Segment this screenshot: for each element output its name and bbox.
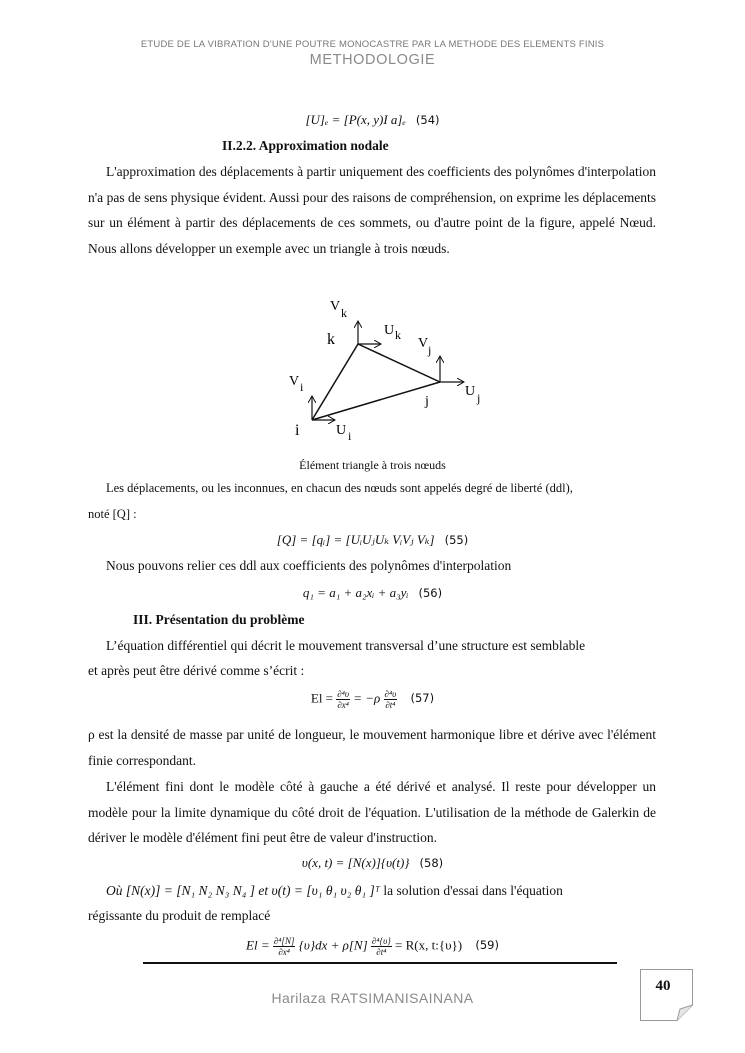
paragraph-ddl-line2: noté [Q] : <box>88 507 137 521</box>
label-vk: V <box>330 299 341 314</box>
equation-55-number: (55) <box>444 533 469 547</box>
paragraph-approximation-text: L'approximation des déplacements à partir uniquement des coefficients des polynômes d'interpolation n'a pas de sens physique évident. Aussi pour des raisons de compréhension, on exprime les déplacements sur un élément à partir des déplacements de ces sommets, ou d'autre point de la figure, appelé Nœud. Nous allons développer un exemple avec un triangle à trois nœuds. <box>88 164 656 256</box>
page-number-box <box>640 969 694 1021</box>
footer-author: Harilaza RATSIMANISAINANA <box>271 990 474 1006</box>
paragraph-galerkin-text: L'élément fini dont le modèle côté à gauche a été dérivé et analysé. Il reste pour développer un modèle pour la limite dynamique du côté droit de l'équation. L'utilisation de la méthode de Galerkin de dériver le modèle d'élément fini peut être de valeur d'instruction. <box>88 779 656 845</box>
equation-57 <box>0 689 745 710</box>
equation-59-rhs: = R(x, t:{υ}) <box>395 937 463 953</box>
paragraph-trial-text: la solution d'essai dans l'équation <box>383 883 563 898</box>
paragraph-relation: Nous pouvons relier ces ddl aux coefficients des polynômes d'interpolation <box>106 558 512 573</box>
paragraph-equation-intro-line2: et après peut être dérivé comme s’écrit : <box>88 663 305 678</box>
equation-58-body: υ(x, t) = [N(x)]{υ(t)} <box>301 855 410 870</box>
running-header-section: METHODOLOGIE <box>309 52 436 68</box>
paragraph-trial-line1 <box>106 883 563 899</box>
label-uj: U <box>465 384 476 399</box>
equation-59-number: (59) <box>475 938 499 953</box>
label-vj-sub: j <box>428 343 432 357</box>
paragraph-trial-math: Où [N(x)] = [N₁ N₂ N₃ N₄ ] et υ(t) = [υ₁ θ₁ υ₂ θ₁ ]ᵀ <box>106 883 380 898</box>
label-vi: V <box>289 374 300 389</box>
equation-55 <box>0 532 745 548</box>
paragraph-galerkin <box>88 774 656 851</box>
label-vi-sub: i <box>300 380 304 394</box>
equation-56-number: (56) <box>418 586 443 600</box>
paragraph-rho <box>88 722 656 773</box>
section-heading-3: III. Présentation du problème <box>133 612 305 627</box>
equation-57-lhs: El = <box>310 690 334 706</box>
paragraph-rho-text: ρ est la densité de masse par unité de longueur, le mouvement harmonique libre et dérive avec l'élément finie correspondant. <box>88 727 656 768</box>
page-number: 40 <box>655 978 671 994</box>
equation-56 <box>0 585 745 601</box>
equation-59 <box>0 936 745 957</box>
triangle-element-figure <box>280 292 500 448</box>
paragraph-ddl-line1: Les déplacements, ou les inconnues, en chacun des nœuds sont appelés degré de liberté (ddl), <box>106 481 573 495</box>
equation-56-body: q₁ = a₁ + a₂xᵢ + a₃yᵢ <box>302 585 409 600</box>
paragraph-approximation <box>88 159 656 261</box>
equation-57-fraction-2: $\frac{\text{∂⁴υ}}{\text{∂t⁴}}$ <box>384 689 397 710</box>
equation-57-fraction-1: $\frac{\text{∂⁴υ}}{\text{∂x⁴}}$ <box>337 689 349 710</box>
label-node-j: j <box>425 394 429 409</box>
equation-55-body: [Q] = [qᵢ] = [UᵢUⱼUₖ VᵢVⱼ Vₖ] <box>276 532 435 547</box>
equation-58-number: (58) <box>419 856 444 870</box>
equation-58 <box>0 855 745 871</box>
figure-caption: Élément triangle à trois nœuds <box>299 458 446 472</box>
paragraph-trial-line2: régissante du produit de remplacé <box>88 908 271 923</box>
label-vk-sub: k <box>341 306 347 320</box>
equation-54-body: [U]ₑ = [P(x, y)I a]ₑ <box>305 112 406 127</box>
equation-59-fraction-2: $\frac{\text{∂⁴\{υ\}}}{\text{∂t⁴}}$ <box>371 936 391 957</box>
label-ui: U <box>336 423 347 438</box>
running-header-title: ETUDE DE LA VIBRATION D'UNE POUTRE MONOCASTRE PAR LA METHODE DES ELEMENTS FINIS <box>140 39 605 50</box>
paragraph-equation-intro-line1: L’équation différentiel qui décrit le mouvement transversal d’une structure est semblable <box>106 638 586 653</box>
label-uk: U <box>384 323 395 338</box>
equation-54-number: (54) <box>415 113 440 127</box>
equation-57-number: (57) <box>410 691 435 706</box>
equation-57-mid: = −ρ <box>353 690 381 706</box>
label-node-k: k <box>327 331 335 348</box>
label-uj-sub: j <box>477 391 481 405</box>
label-ui-sub: i <box>348 429 352 443</box>
footer-rule <box>143 962 617 964</box>
section-heading-2-2-2: II.2.2. Approximation nodale <box>222 138 389 153</box>
label-node-i: i <box>295 422 300 439</box>
label-uk-sub: k <box>395 328 401 342</box>
label-vj: V <box>418 336 429 351</box>
equation-54 <box>0 112 745 128</box>
equation-59-fraction-1: $\frac{\text{∂⁴[N]}}{\text{∂x⁴}}$ <box>273 936 295 957</box>
equation-59-mid: {υ}dx + ρ[N] <box>298 937 368 953</box>
equation-59-lhs: El = <box>246 937 270 953</box>
